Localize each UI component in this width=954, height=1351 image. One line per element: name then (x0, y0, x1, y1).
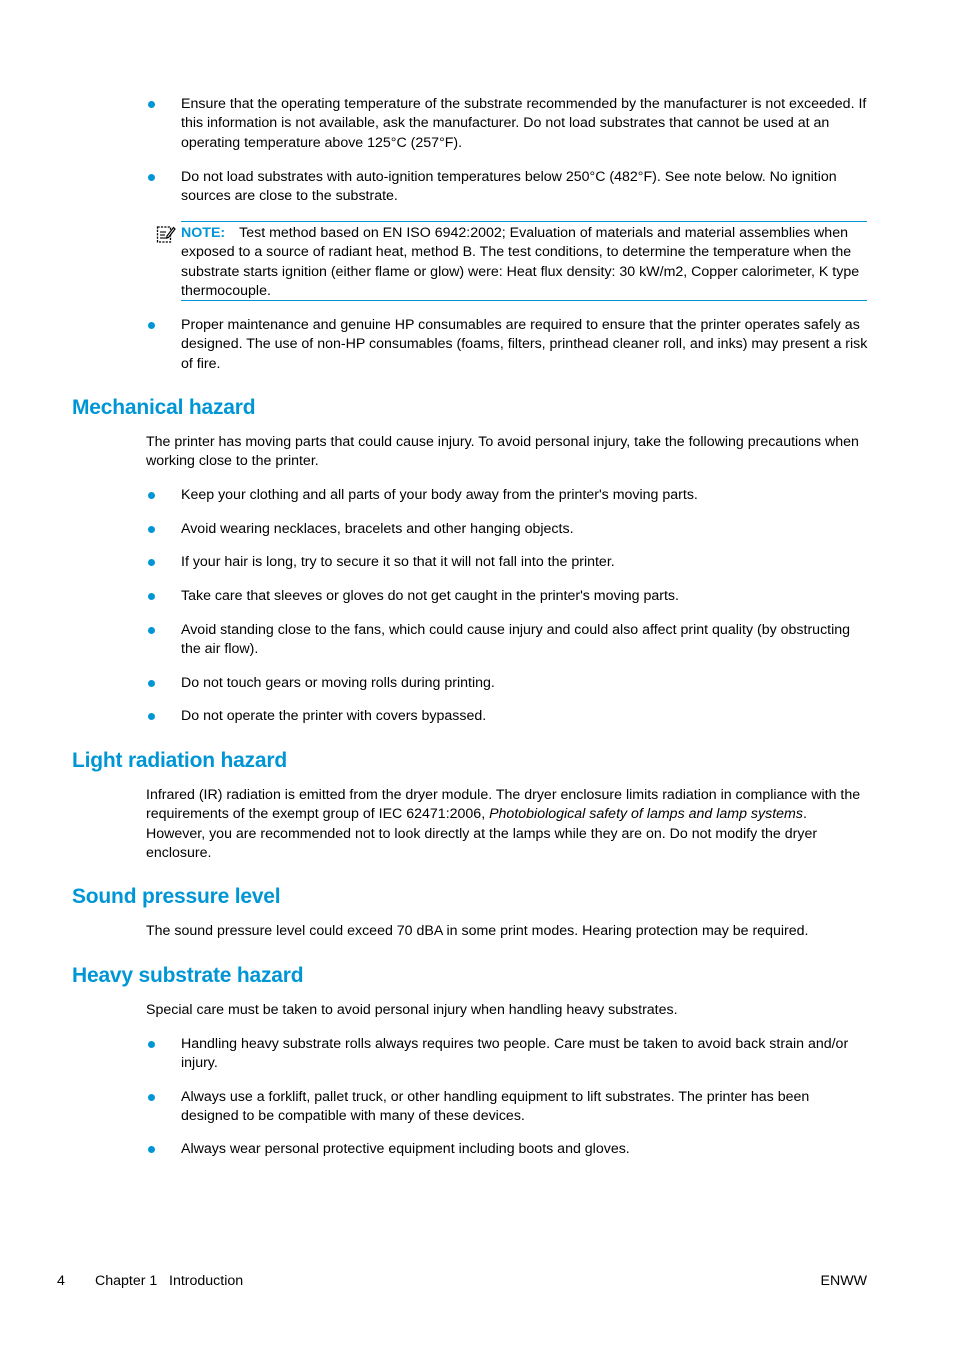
bullet-dot (148, 1041, 155, 1048)
paragraph-text: . However, you are recommended not to look directly at the lamps while they are on. Do not modify the dryer enclosure. (146, 806, 818, 862)
note-label: NOTE: (181, 225, 226, 241)
standard-title: Photobiological safety of lamps and lamp systems (489, 806, 803, 823)
bullet-dot (148, 1094, 155, 1101)
list-item (146, 587, 868, 606)
bullet-dot (148, 680, 155, 687)
list-item (146, 674, 868, 693)
bullet-dot (148, 526, 155, 533)
list-item-text: Do not load substrates with auto-ignition temperatures below 250°C (482°F). See note below. No ignition sources are close to the substrate. (181, 169, 837, 205)
list-item (146, 707, 868, 726)
list-item (146, 1035, 868, 1074)
bullet-dot (148, 174, 155, 181)
list-item (146, 1088, 868, 1127)
list-item (146, 621, 868, 660)
list-item (146, 553, 868, 572)
bullet-dot (148, 101, 155, 108)
list-item (146, 486, 868, 505)
footer-chapter-title: Introduction (169, 1273, 244, 1289)
list-item (146, 520, 868, 539)
list-item-text: Do not operate the printer with covers bypassed. (181, 708, 487, 724)
bullet-dot (148, 713, 155, 720)
bullet-dot (148, 593, 155, 600)
footer-chapter: Chapter 1 (95, 1273, 158, 1289)
list-item (146, 316, 868, 374)
note-text: Test method based on EN ISO 6942:2002; Evaluation of materials and material assemblies when exposed to a source of radiant heat, method B. The test conditions, to determine the temperature when the substrate starts ignition (either flame or glow) were: Heat flux density: 30 kW/m2, Copper calorimeter, K type thermocouple. (181, 225, 860, 300)
list-item-text: Always use a forklift, pallet truck, or other handling equipment to lift substrates. The printer has been designed to be compatible with many of these devices. (181, 1089, 810, 1125)
section-intro: Special care must be taken to avoid personal injury when handling heavy substrates. (146, 1002, 678, 1018)
list-item-text: Avoid standing close to the fans, which could cause injury and could also affect print quality (by obstructing the air flow). (181, 622, 851, 658)
list-item (146, 168, 868, 207)
section-heading-mechanical: Mechanical hazard (72, 396, 256, 419)
bullet-dot (148, 492, 155, 499)
bullet-dot (148, 627, 155, 634)
section-heading-sound: Sound pressure level (72, 885, 281, 908)
footer-locale: ENWW (820, 1273, 867, 1289)
list-item-text: Handling heavy substrate rolls always requires two people. Care must be taken to avoid back strain and/or injury. (181, 1036, 849, 1072)
note-box (181, 221, 867, 301)
section-heading-light: Light radiation hazard (72, 749, 287, 772)
bullet-dot (148, 1146, 155, 1153)
list-item-text: Avoid wearing necklaces, bracelets and other hanging objects. (181, 521, 574, 537)
list-item (146, 1140, 868, 1159)
section-paragraph: The sound pressure level could exceed 70 dBA in some print modes. Hearing protection may be required. (146, 923, 809, 939)
bullet-dot (148, 559, 155, 566)
page-number: 4 (57, 1273, 65, 1289)
list-item-text: Proper maintenance and genuine HP consumables are required to ensure that the printer operates safely as designed. The use of non-HP consumables (foams, filters, printhead cleaner roll, and inks) may present a risk of fire. (181, 317, 868, 372)
list-item (146, 95, 868, 153)
list-item-text: Keep your clothing and all parts of your body away from the printer's moving parts. (181, 487, 698, 503)
list-item-text: Take care that sleeves or gloves do not get caught in the printer's moving parts. (181, 588, 679, 604)
list-item-text: Always wear personal protective equipment including boots and gloves. (181, 1141, 630, 1157)
bullet-dot (148, 322, 155, 329)
paragraph-text: Infrared (IR) radiation is emitted from the dryer module. The dryer enclosure limits radiation in compliance with the requirements of the exempt group of IEC 62471:2006, (146, 787, 861, 823)
note-icon (156, 224, 176, 244)
list-item-text: If your hair is long, try to secure it so that it will not fall into the printer. (181, 554, 615, 570)
section-intro: The printer has moving parts that could cause injury. To avoid personal injury, take the following precautions when working close to the printer. (146, 434, 859, 470)
section-heading-heavy: Heavy substrate hazard (72, 964, 304, 987)
list-item-text: Do not touch gears or moving rolls during printing. (181, 675, 495, 691)
section-paragraph (146, 786, 868, 864)
list-item-text: Ensure that the operating temperature of the substrate recommended by the manufacturer is not exceeded. If this information is not available, ask the manufacturer. Do not load substrates that cannot be used at an operating temperature above 125°C (257°F). (181, 96, 867, 151)
